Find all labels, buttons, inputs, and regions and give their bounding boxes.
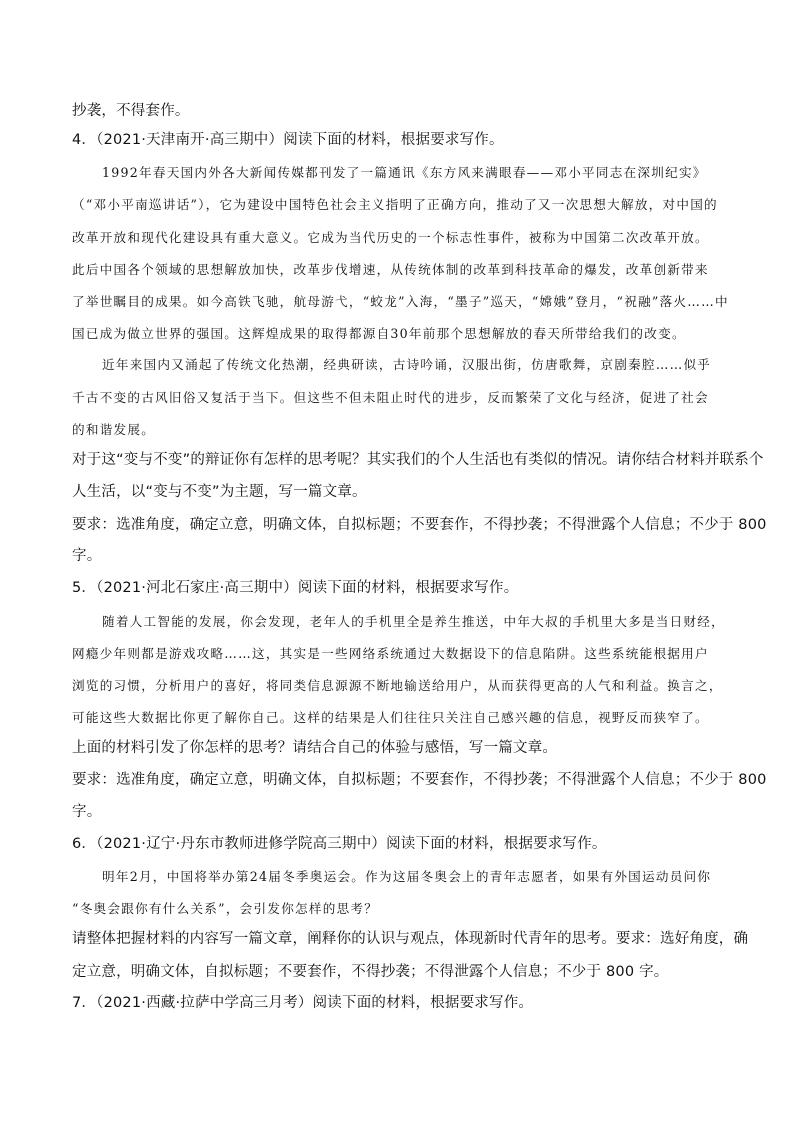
question-6-heading: 6．（2021·辽宁·丹东市教师进修学院高三期中）阅读下面的材料，根据要求写作。 bbox=[72, 836, 607, 852]
question-5-prompt-line: 上面的材料引发了你怎样的思考？请结合自己的体验与感悟，写一篇文章。 bbox=[72, 740, 558, 756]
question-4-heading: 4．（2021·天津南开·高三期中）阅读下面的材料，根据要求写作。 bbox=[72, 132, 504, 148]
question-4-material-line: 1992年春天国内外各大新闻传媒都刊发了一篇通讯《东方风来满眼春——邓小平同志在深圳纪实》 bbox=[102, 165, 707, 180]
question-4-material-line: 千古不变的古风旧俗又复活于当下。但这些不但未阻止时代的进步，反而繁荣了文化与经济，促进了社会 bbox=[72, 390, 709, 405]
previous-requirement-tail: 抄袭，不得套作。 bbox=[72, 103, 190, 119]
question-5-material-line: 随着人工智能的发展，你会发现，老年人的手机里全是养生推送，中年大叔的手机里大多是当日财经， bbox=[102, 614, 725, 629]
question-4-material-line: 改革开放和现代化建设具有重大意义。它成为当代历史的一个标志性事件，被称为中国第二次改革开放。 bbox=[72, 230, 709, 245]
question-6-prompt-line: 定立意，明确文体，自拟标题；不要套作，不得抄袭；不得泄露个人信息；不少于 800 字。 bbox=[72, 964, 669, 980]
question-5-material-line: 浏览的习惯，分析用户的喜好，将同类信息源源不断地输送给用户，从而获得更高的人气和利益。换言之， bbox=[72, 678, 723, 693]
question-4-material-line: 国已成为做立世界的强国。这辉煌成果的取得都源自30年前那个思想解放的春天所带给我们的改变。 bbox=[72, 326, 686, 341]
question-7-heading: 7．（2021·西藏·拉萨中学高三月考）阅读下面的材料，根据要求写作。 bbox=[72, 995, 534, 1011]
question-4-prompt-line: 人生活，以“变与不变”为主题，写一篇文章。 bbox=[72, 484, 367, 500]
question-5-material-line: 可能这些大数据比你更了解你自己。这样的结果是人们往往只关注自己感兴趣的信息，视野反而狭窄了。 bbox=[72, 710, 709, 725]
question-6-prompt-line: 请整体把握材料的内容写一篇文章，阐释你的认识与观点，体现新时代青年的思考。要求：选好角度，确 bbox=[72, 931, 749, 947]
question-4-material-line: 近年来国内又涌起了传统文化热潮，经典研读，古诗吟诵，汉服出街，仿唐歌舞，京剧秦腔……似乎 bbox=[102, 357, 712, 372]
question-6-material-line: “冬奥会跟你有什么关系”，会引发你怎样的思考？ bbox=[72, 901, 379, 916]
question-4-requirements-line: 字。 bbox=[72, 548, 102, 564]
question-5-material-line: 网瘾少年则都是游戏攻略……这，其实是一些网络系统通过大数据设下的信息陷阱。这些系统能根据用户 bbox=[72, 646, 709, 661]
question-4-material-line: （“邓小平南巡讲话”），它为建设中国特色社会主义指明了正确方向，推动了又一次思想大解放，对中国的 bbox=[72, 197, 718, 212]
question-5-requirements-line: 字。 bbox=[72, 804, 102, 820]
question-5-requirements-line: 要求：选准角度，确定立意，明确文体，自拟标题；不要套作，不得抄袭；不得泄露个人信息；不少于 800 bbox=[72, 772, 767, 788]
question-5-heading: 5．（2021·河北石家庄·高三期中）阅读下面的材料，根据要求写作。 bbox=[72, 580, 519, 596]
question-4-material-line: 此后中国各个领域的思想解放加快，改革步伐增速，从传统体制的改革到科技革命的爆发，改革创新带来 bbox=[72, 262, 709, 277]
question-4-requirements-line: 要求：选准角度，确定立意，明确文体，自拟标题；不要套作，不得抄袭；不得泄露个人信息；不少于 800 bbox=[72, 517, 767, 533]
question-4-material-line: 了举世瞩目的成果。如今高铁飞驰，航母游弋，“蛟龙”入海，“墨子”巡天，“嫦娥”登月，“祝融”落火……中 bbox=[72, 294, 729, 309]
question-4-material-line: 的和谐发展。 bbox=[72, 422, 156, 437]
question-6-material-line: 明年2月，中国将举办第24届冬季奥运会。作为这届冬奥会上的青年志愿者，如果有外国运动员问你 bbox=[102, 869, 712, 884]
question-4-prompt-line: 对于这“变与不变”的辩证你有怎样的思考呢？其实我们的个人生活也有类似的情况。请你结合材料并联系个 bbox=[72, 452, 764, 468]
